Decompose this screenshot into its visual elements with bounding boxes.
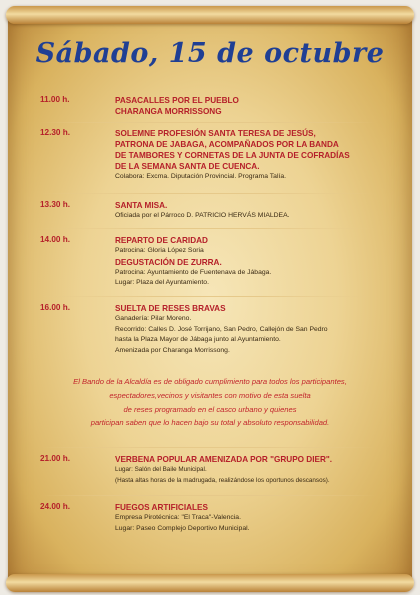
event-heading: REPARTO DE CARIDAD <box>115 236 208 245</box>
event-heading: SANTA MISA. <box>115 201 168 210</box>
scroll-roll-top <box>6 6 414 24</box>
event-details: Empresa Pirotécnica: "El Traca"-Valencia. Lugar: Paseo Complejo Deportivo Municipal. <box>115 514 250 532</box>
divider <box>40 495 376 496</box>
event-time: 12.30 h. <box>40 128 71 137</box>
event-details: Lugar: Salón del Baile Municipal. (Hasta altas horas de la madrugada, realizándose los oportunos descansos). <box>115 466 330 484</box>
event-heading: SUELTA DE RESES BRAVAS <box>115 304 226 313</box>
divider <box>40 296 376 297</box>
divider <box>40 228 376 229</box>
divider <box>40 193 376 194</box>
event-time: 24.00 h. <box>40 502 71 511</box>
event-time: 11.00 h. <box>40 95 70 104</box>
event-heading: FUEGOS ARTIFICIALES <box>115 503 208 512</box>
event-heading-secondary: DEGUSTACIÓN DE ZURRA. <box>115 257 222 267</box>
event-time: 14.00 h. <box>40 235 71 244</box>
divider <box>40 122 376 123</box>
event-heading: PASACALLES POR EL PUEBLO CHARANGA MORRISSONG <box>115 96 239 116</box>
event-details: Oficiada por el Párroco D. PATRICIO HERVÁS MIALDEA. <box>115 212 290 219</box>
event-details: Patrocina: Gloria López Soria <box>115 247 204 254</box>
event-details-secondary: Patrocina: Ayuntamiento de Fuentenava de Jábaga. Lugar: Plaza del Ayuntamiento. <box>115 268 272 286</box>
event-heading: SOLEMNE PROFESIÓN SANTA TERESA DE JESÚS, PATRONA DE JABAGA, ACOMPAÑADOS POR LA BANDA DE TAMBORES Y CORNETAS DE LA JUNTA DE COFRADÍAS DE LA SEMANA SANTA DE CUENCA. <box>115 129 350 171</box>
event-time: 16.00 h. <box>40 303 71 312</box>
event-heading: VERBENA POPULAR AMENIZADA POR "GRUPO DIER". <box>115 455 333 464</box>
event-details: Colabora: Excma. Diputación Provincial. Programa Talía. <box>115 173 287 180</box>
page-title: Sábado, 15 de octubre <box>35 38 385 69</box>
event-time: 21.00 h. <box>40 454 71 463</box>
event-details: Ganadería: Pilar Moreno. Recorrido: Calles D. José Torrijano, San Pedro, Callejón de San Pedro hasta la Plaza Mayor de Jábaga junto al Ayuntamiento. Amenizada por Charanga Morrissong. <box>115 315 328 354</box>
scroll-roll-bottom <box>6 574 414 592</box>
divider <box>40 447 376 448</box>
event-time: 13.30 h. <box>40 200 71 209</box>
notice-text: El Bando de la Alcaldía es de obligado cumplimiento para todos los participantes, espectadores,vecinos y visitantes con motivo de esta suelta de reses programado en el casco urbano y quienes participan saben que lo hacen bajo su total y absoluto responsabilidad. <box>73 377 347 428</box>
